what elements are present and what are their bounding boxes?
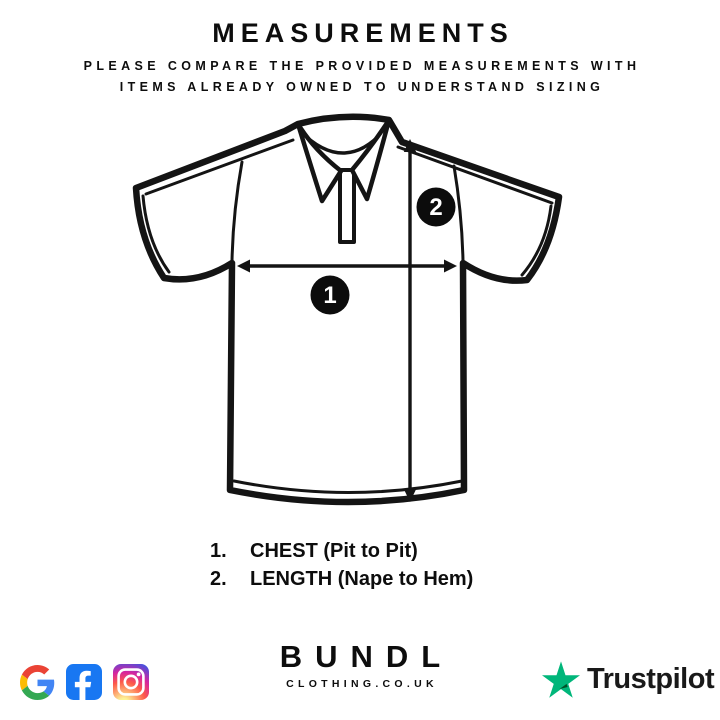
- legend-label-length: LENGTH (Nape to Hem): [250, 568, 474, 590]
- subtitle-line-2: ITEMS ALREADY OWNED TO UNDERSTAND SIZING: [119, 80, 605, 94]
- badge-1-number: 1: [323, 282, 337, 309]
- subtitle-line-1: PLEASE COMPARE THE PROVIDED MEASUREMENTS WITH: [83, 59, 641, 73]
- page-subtitle: [0, 56, 720, 98]
- legend-item-chest: [210, 537, 510, 565]
- badge-2-number: 2: [429, 194, 443, 221]
- badge-2: [417, 188, 456, 227]
- trustpilot-label: Trustpilot: [587, 663, 715, 695]
- placket: [340, 170, 354, 242]
- legend-label-chest: CHEST (Pit to Pit): [250, 540, 418, 562]
- legend-number-1: 1.: [210, 540, 227, 562]
- measurement-legend: [0, 537, 720, 593]
- brand-name: BUNDL: [279, 639, 454, 674]
- badge-1: [311, 276, 350, 315]
- legend-number-2: 2.: [210, 568, 227, 590]
- legend-item-length: [210, 565, 510, 593]
- brand-tagline: CLOTHING.CO.UK: [286, 678, 438, 690]
- trustpilot-logo[interactable]: [542, 661, 714, 698]
- measurement-diagram: [0, 95, 720, 540]
- page-title: MEASUREMENTS: [212, 18, 514, 48]
- trustpilot-star-icon: [542, 661, 580, 698]
- header: [0, 18, 720, 98]
- polo-shirt-diagram-icon: [0, 95, 720, 540]
